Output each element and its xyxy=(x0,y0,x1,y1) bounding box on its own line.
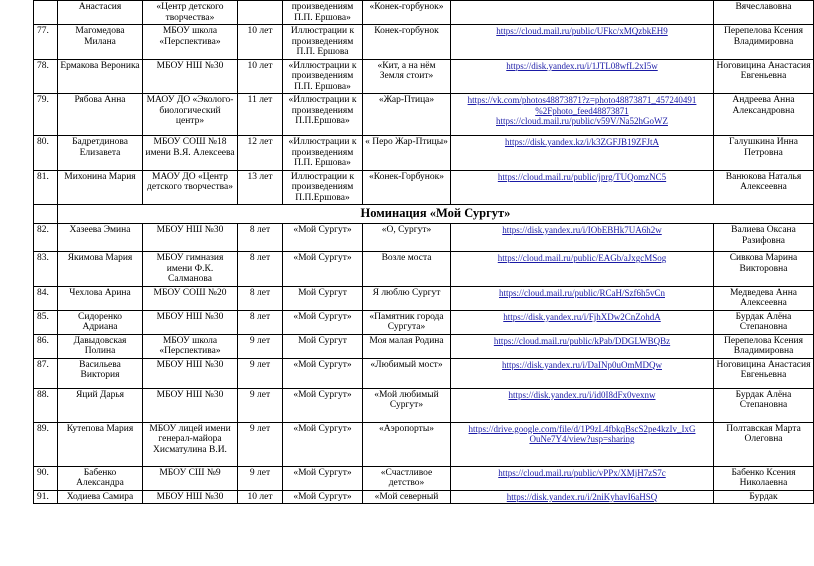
work-title: «Счастливое детство» xyxy=(363,466,451,490)
table-row xyxy=(34,422,814,466)
school-name: МБОУ НШ №30 xyxy=(143,59,238,94)
work-link-line[interactable]: https://disk.yandex.kz/i/k3ZGFJB19ZFJtA xyxy=(504,137,659,147)
teacher-name: Бурдак Алёна Степановна xyxy=(714,310,814,334)
work-title: « Перо Жар-Птицы» xyxy=(363,136,451,171)
participant-name: Яций Дарья xyxy=(58,388,143,422)
school-name: МБОУ гимназия имени Ф.К. Салманова xyxy=(143,252,238,287)
work-link[interactable] xyxy=(451,466,714,490)
work-title: «Кит, а на нём Земля стоит» xyxy=(363,59,451,94)
nomination-name: «Мой Сургут» xyxy=(283,490,363,504)
participant-name: Михонина Мария xyxy=(58,170,143,205)
participant-name: Бабенко Александра xyxy=(58,466,143,490)
teacher-name: Ноговицина Анастасия Евгеньевна xyxy=(714,358,814,388)
work-link-line[interactable]: https://disk.yandex.ru/i/DaINp0uOmMDQw xyxy=(502,359,662,370)
participant-age xyxy=(238,1,283,25)
row-number: 90. xyxy=(34,466,58,490)
teacher-name: Ванюкова Наталья Алексеевна xyxy=(714,170,814,205)
work-link[interactable] xyxy=(451,170,714,205)
work-link[interactable] xyxy=(451,224,714,252)
row-number: 80. xyxy=(34,136,58,171)
work-link[interactable] xyxy=(451,334,714,358)
nomination-name: Мой Сургут xyxy=(283,334,363,358)
work-link-line[interactable]: https://cloud.mail.ru/public/vPPx/XMjH7zS7c xyxy=(498,467,666,478)
work-title: Конек-горбунок xyxy=(363,25,451,60)
row-number: 81. xyxy=(34,170,58,205)
table-row xyxy=(34,25,814,60)
work-link-line[interactable]: https://disk.yandex.ru/i/IObEBHk7UA6h2w xyxy=(502,225,662,235)
school-name: МБОУ СОШ №18 имени В.Я. Алексеева xyxy=(143,136,238,171)
table-row xyxy=(34,59,814,94)
work-link-line[interactable]: https://disk.yandex.ru/i/2niKyhavI6aHSQ xyxy=(506,491,658,502)
participant-name: Кутепова Мария xyxy=(58,422,143,466)
row-number: 89. xyxy=(34,422,58,466)
work-title: «О, Сургут» xyxy=(363,224,451,252)
participant-name: Чехлова Арина xyxy=(58,286,143,310)
teacher-name: Медведева Анна Алексеевна xyxy=(714,286,814,310)
teacher-name: Полтавская Марта Олеговна xyxy=(714,422,814,466)
participant-age: 8 лет xyxy=(238,252,283,287)
row-number: 82. xyxy=(34,224,58,252)
participant-age: 8 лет xyxy=(238,224,283,252)
participant-name: Рябова Анна xyxy=(58,94,143,136)
school-name: «Центр детского творчества» xyxy=(143,1,238,25)
table-row xyxy=(34,94,814,136)
nomination-name: произведениям П.П. Ершова» xyxy=(283,1,363,25)
work-link-line[interactable]: https://disk.yandex.ru/i/FjhXDw2CnZohdA xyxy=(503,311,661,322)
work-link[interactable] xyxy=(451,136,714,171)
nomination-name: «Мой Сургут» xyxy=(283,358,363,388)
participant-name: Анастасия xyxy=(58,1,143,25)
teacher-name: Валиева Оксана Разифовна xyxy=(714,224,814,252)
nomination-name: Иллюстрации к произведениям П.П.Ершова» xyxy=(283,170,363,205)
participant-name: Васильева Виктория xyxy=(58,358,143,388)
work-title: Моя малая Родина xyxy=(363,334,451,358)
work-link-line[interactable]: https://cloud.mail.ru/public/v59V/Na52hGoWZ xyxy=(496,116,668,126)
work-title: «Жар-Птица» xyxy=(363,94,451,136)
work-title: «Конек-Горбунок» xyxy=(363,170,451,205)
work-title: Я люблю Сургут xyxy=(363,286,451,310)
participant-name: Бадретдинова Елизавета xyxy=(58,136,143,171)
teacher-name: Андреева Анна Александровна xyxy=(714,94,814,136)
table-row xyxy=(34,170,814,205)
school-name: МАОУ ДО «Центр детского творчества» xyxy=(143,170,238,205)
teacher-name: Ноговицина Анастасия Евгеньевна xyxy=(714,59,814,94)
work-link-line[interactable]: https://drive.google.com/file/d/1P9zL4fbkqBscS2pe4kzIv_IxG xyxy=(468,423,696,434)
school-name: МБОУ школа «Перспектива» xyxy=(143,25,238,60)
row-number: 77. xyxy=(34,25,58,60)
work-title: «Аэропорты» xyxy=(363,422,451,466)
work-link[interactable] xyxy=(451,310,714,334)
table-row xyxy=(34,252,814,287)
teacher-name: Бабенко Ксения Николаевна xyxy=(714,466,814,490)
table-body-after xyxy=(34,224,814,504)
nomination-name: «Мой Сургут» xyxy=(283,422,363,466)
nomination-title: Номинация «Мой Сургут» xyxy=(58,205,814,224)
participant-age: 8 лет xyxy=(238,286,283,310)
teacher-name: Перепелова Ксения Владимировна xyxy=(714,25,814,60)
work-link[interactable] xyxy=(451,25,714,60)
teacher-name: Вячеславовна xyxy=(714,1,814,25)
participant-age: 10 лет xyxy=(238,59,283,94)
table-row xyxy=(34,334,814,358)
nomination-name: «Иллюстрации к произведениям П.П.Ершова» xyxy=(283,94,363,136)
row-number: 78. xyxy=(34,59,58,94)
participant-age: 13 лет xyxy=(238,170,283,205)
work-title: «Конек-горбунок» xyxy=(363,1,451,25)
work-title: «Мой любимый Сургут» xyxy=(363,388,451,422)
work-link[interactable] xyxy=(451,94,714,136)
work-link[interactable] xyxy=(451,252,714,287)
teacher-name: Сивкова Марина Викторовна xyxy=(714,252,814,287)
work-title: «Мой северный xyxy=(363,490,451,504)
work-link[interactable] xyxy=(451,1,714,25)
school-name: МБОУ НШ №30 xyxy=(143,490,238,504)
work-link[interactable] xyxy=(451,388,714,422)
teacher-name: Бурдак Алёна Степановна xyxy=(714,388,814,422)
nomination-name: Иллюстрации к произведениям П.П. Ершова xyxy=(283,25,363,60)
participant-age: 8 лет xyxy=(238,310,283,334)
row-number: 88. xyxy=(34,388,58,422)
participant-name: Давыдовская Полина xyxy=(58,334,143,358)
work-link[interactable] xyxy=(451,490,714,504)
nomination-name: «Иллюстрации к произведениям П.П. Ершова» xyxy=(283,136,363,171)
school-name: МБОУ НШ №30 xyxy=(143,310,238,334)
nomination-name: Мой Сургут xyxy=(283,286,363,310)
teacher-name: Бурдак xyxy=(714,490,814,504)
row-number: 79. xyxy=(34,94,58,136)
work-title: «Памятник города Сургута» xyxy=(363,310,451,334)
row-number: 87. xyxy=(34,358,58,388)
row-number: 83. xyxy=(34,252,58,287)
nomination-name: «Мой Сургут» xyxy=(283,388,363,422)
table-row xyxy=(34,136,814,171)
work-link[interactable] xyxy=(451,59,714,94)
table-row xyxy=(34,224,814,252)
nomination-name: «Мой Сургут» xyxy=(283,310,363,334)
participant-name: Ходиева Самира xyxy=(58,490,143,504)
participant-name: Якимова Мария xyxy=(58,252,143,287)
nomination-section xyxy=(34,205,814,224)
work-link-line[interactable]: https://cloud.mail.ru/public/kPab/DDGLWBQBz xyxy=(493,335,671,346)
school-name: МБОУ лицей имени генерал-майора Хисматулина В.И. xyxy=(143,422,238,466)
nomination-name: «Мой Сургут» xyxy=(283,466,363,490)
nomination-row xyxy=(34,205,814,224)
table-row xyxy=(34,358,814,388)
row-number xyxy=(34,1,58,25)
participant-age: 11 лет xyxy=(238,94,283,136)
nomination-name: «Мой Сургут» xyxy=(283,252,363,287)
participant-age: 9 лет xyxy=(238,388,283,422)
table-row xyxy=(34,310,814,334)
work-link[interactable] xyxy=(451,422,714,466)
teacher-name: Перепелова Ксения Владимировна xyxy=(714,334,814,358)
participant-name: Хазеева Эмина xyxy=(58,224,143,252)
row-number: 84. xyxy=(34,286,58,310)
participant-name: Сидоренко Адриана xyxy=(58,310,143,334)
participant-age: 9 лет xyxy=(238,334,283,358)
participant-age: 10 лет xyxy=(238,25,283,60)
participant-age: 9 лет xyxy=(238,466,283,490)
work-link-line[interactable]: https://disk.yandex.ru/i/1JTL08wfL2xI5w xyxy=(506,60,658,71)
table-row xyxy=(34,490,814,504)
work-title: Возле моста xyxy=(363,252,451,287)
work-link-line[interactable]: https://cloud.mail.ru/public/jprg/TUQomzNC5 xyxy=(497,171,667,182)
table-row xyxy=(34,286,814,310)
work-link-line[interactable]: https://disk.yandex.ru/i/id0I8dFx0vexnw xyxy=(508,389,656,400)
work-link-line[interactable]: OuNe7Y4/view?usp=sharing xyxy=(529,434,635,444)
school-name: МБОУ НШ №30 xyxy=(143,358,238,388)
work-link-line[interactable]: %2Fphoto_feed48873871 xyxy=(535,105,629,116)
school-name: МБОУ НШ №30 xyxy=(143,224,238,252)
participant-age: 9 лет xyxy=(238,422,283,466)
work-link-line[interactable]: https://cloud.mail.ru/public/RCaH/Szf6h5vCn xyxy=(499,287,665,298)
nomination-name: «Мой Сургут» xyxy=(283,224,363,252)
school-name: МБОУ СШ №9 xyxy=(143,466,238,490)
school-name: МБОУ СОШ №20 xyxy=(143,286,238,310)
work-link-line[interactable]: https://vk.com/photos48873871?z=photo48873871_457240491 xyxy=(467,95,697,105)
work-link-line[interactable]: https://cloud.mail.ru/public/UFkc/xMQzbkEH9 xyxy=(496,26,668,36)
row-number: 85. xyxy=(34,310,58,334)
table-body-before xyxy=(34,1,814,205)
participant-name: Магомедова Милана xyxy=(58,25,143,60)
table-row xyxy=(34,466,814,490)
work-link[interactable] xyxy=(451,286,714,310)
row-number: 91. xyxy=(34,490,58,504)
work-link[interactable] xyxy=(451,358,714,388)
teacher-name: Галушкина Инна Петровна xyxy=(714,136,814,171)
nomination-name: «Иллюстрации к произведениям П.П. Ершова» xyxy=(283,59,363,94)
participants-table xyxy=(33,0,814,504)
school-name: МБОУ школа «Перспектива» xyxy=(143,334,238,358)
work-link-line[interactable]: https://cloud.mail.ru/public/EAGb/aJxgcMSog xyxy=(497,253,667,263)
school-name: МБОУ НШ №30 xyxy=(143,388,238,422)
participant-age: 9 лет xyxy=(238,358,283,388)
work-title: «Любимый мост» xyxy=(363,358,451,388)
participant-age: 10 лет xyxy=(238,490,283,504)
participant-name: Ермакова Вероника xyxy=(58,59,143,94)
school-name: МАОУ ДО «Эколого-биологический центр» xyxy=(143,94,238,136)
participant-age: 12 лет xyxy=(238,136,283,171)
row-number: 86. xyxy=(34,334,58,358)
table-row xyxy=(34,1,814,25)
table-row xyxy=(34,388,814,422)
